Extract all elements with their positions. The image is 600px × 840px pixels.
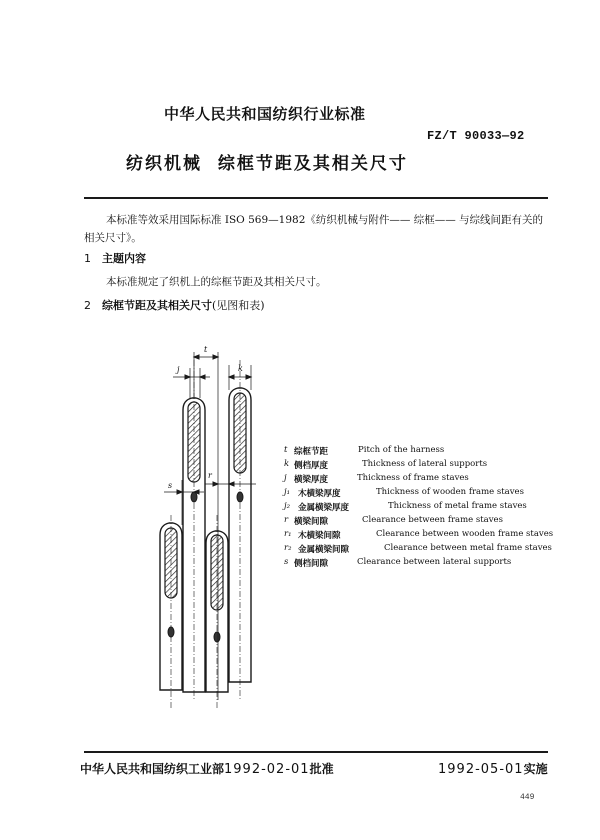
- approval-date: 1992-02-01: [224, 762, 310, 777]
- legend-en: Thickness of wooden frame staves: [376, 487, 524, 497]
- legend-symbol: s: [284, 557, 289, 567]
- section-note: (见图和表): [212, 299, 265, 312]
- legend-cn: 金属横梁间隙: [298, 545, 350, 555]
- legend-symbol: j: [284, 473, 287, 483]
- legend-en: Thickness of metal frame staves: [388, 501, 527, 511]
- effective-date: 1992-05-01: [438, 762, 524, 777]
- legend-en: Clearance between lateral supports: [357, 557, 512, 567]
- legend-en: Thickness of frame staves: [357, 473, 469, 483]
- issuer: 中华人民共和国纺织工业部: [80, 762, 225, 776]
- legend-cn: 侧档间隙: [294, 559, 329, 569]
- page-number: 449: [520, 793, 535, 802]
- footer-divider: [84, 751, 548, 753]
- legend-cn: 木横梁间隙: [298, 531, 341, 541]
- effective-label: 实施: [523, 762, 548, 776]
- effective-info: [438, 760, 548, 777]
- section-number: 1: [84, 252, 91, 265]
- document-title: 纺织机械 综框节距及其相关尺寸: [126, 154, 408, 174]
- harness-pitch-diagram: [150, 340, 270, 710]
- legend-en: Pitch of the harness: [358, 445, 445, 455]
- section-2-heading: [84, 297, 265, 313]
- legend-en: Thickness of lateral supports: [362, 459, 488, 469]
- intro-paragraph: 本标准等效采用国际标准 ISO 569—1982《纺织机械与附件—— 综框—— 与综线间距有关的相关尺寸》。: [84, 214, 544, 244]
- legend-en: Clearance between wooden frame staves: [376, 529, 554, 539]
- approval-label: 批准: [309, 762, 334, 776]
- section-title: 主题内容: [102, 252, 146, 265]
- approval-info: [80, 760, 334, 777]
- dim-label-k: k: [238, 364, 243, 373]
- section-1-body: 本标准规定了织机上的综框节距及其相关尺寸。: [106, 276, 327, 288]
- legend-cn: 金属横梁厚度: [298, 503, 350, 513]
- legend-cn: 综框节距: [294, 447, 329, 457]
- header-divider: [84, 197, 548, 199]
- legend-symbol: j₂: [284, 501, 291, 511]
- legend-symbol: k: [284, 459, 290, 469]
- dim-label-t: t: [204, 345, 208, 354]
- issuing-standard-body: 中华人民共和国纺织行业标准: [164, 105, 366, 123]
- section-1-heading: [84, 250, 146, 266]
- legend-cn: 木横梁厚度: [298, 489, 341, 499]
- section-number: 2: [84, 299, 91, 312]
- legend-en: Clearance between frame staves: [362, 515, 503, 525]
- dim-label-j: j: [177, 365, 180, 374]
- legend-en: Clearance between metal frame staves: [384, 543, 552, 553]
- standard-code: FZ/T 90033—92: [427, 129, 525, 143]
- legend-cn: 横梁间隙: [294, 517, 329, 527]
- legend-symbol: t: [284, 445, 288, 455]
- legend-cn: 横梁厚度: [294, 475, 329, 485]
- legend-symbol: r₂: [284, 543, 292, 553]
- legend-cn: 侧档厚度: [294, 461, 329, 471]
- dim-label-r: r: [208, 471, 212, 480]
- legend-symbol: r: [284, 515, 289, 525]
- dim-label-s: s: [168, 481, 173, 490]
- legend-symbol: r₁: [284, 529, 292, 539]
- section-title: 综框节距及其相关尺寸: [102, 299, 212, 312]
- legend-symbol: j₁: [284, 487, 291, 497]
